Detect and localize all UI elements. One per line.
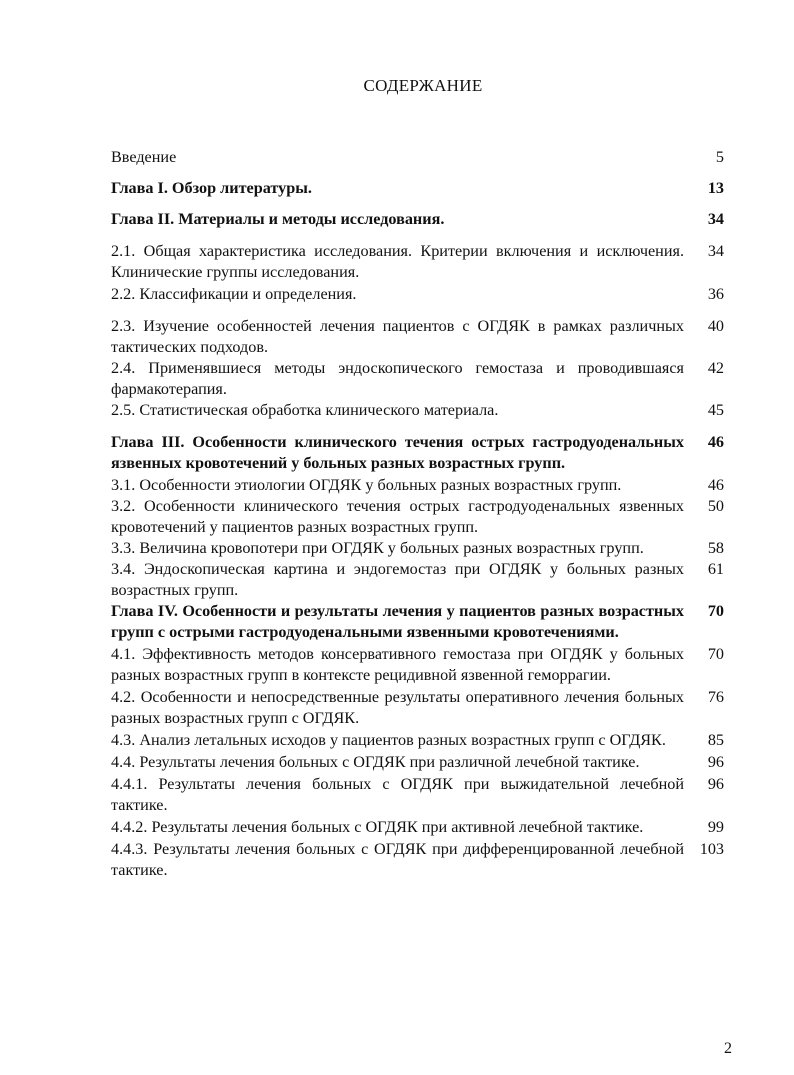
- toc-entry-text: 4.3. Анализ летальных исходов у пациентов разных возрастных групп с ОГДЯК.: [111, 731, 666, 749]
- toc-entry-page: 99: [707, 818, 724, 836]
- toc-entry-chapter-3: [111, 432, 724, 474]
- toc-entry-2-5: [111, 400, 724, 421]
- toc-entry-text: 3.3. Величина кровопотери при ОГДЯК у больных разных возрастных групп.: [111, 539, 644, 557]
- toc-entry-page: 70: [707, 645, 724, 663]
- toc-entry-text: Глава IV. Особенности и результаты лечения у пациентов разных возрастных групп с острыми гастродуоденальными язвенными кровотечениями.: [111, 602, 684, 641]
- toc-entry-text: 4.4.1. Результаты лечения больных с ОГДЯК при выжидательной лечебной тактике.: [111, 775, 684, 814]
- toc-entry-chapter-1: [111, 178, 724, 199]
- toc-entry-text: 4.1. Эффективность методов консервативного гемостаза при ОГДЯК у больных разных возрастных групп в контексте рецидивной язвенной геморрагии.: [111, 645, 684, 684]
- toc-entry-page: 36: [707, 285, 724, 303]
- toc-entry-text: Глава II. Материалы и методы исследования.: [111, 210, 445, 228]
- toc-entry-page: 45: [707, 401, 724, 419]
- page-title: СОДЕРЖАНИЕ: [363, 76, 483, 95]
- toc-entry-page: 5: [715, 148, 724, 166]
- toc-entry-page: 50: [707, 497, 724, 515]
- toc-entry-page: 46: [707, 433, 724, 451]
- toc-entry-page: 42: [707, 359, 724, 377]
- toc-entry-text: 4.4.2. Результаты лечения больных с ОГДЯК при активной лечебной тактике.: [111, 818, 644, 836]
- toc-entry-text: 2.1. Общая характеристика исследования. Критерии включения и исключения. Клинические группы исследования.: [111, 242, 684, 281]
- toc-entry-4-4-3: [111, 839, 724, 881]
- toc-entry-4-3: [111, 730, 724, 751]
- toc-entry-4-2: [111, 687, 724, 729]
- toc-entry-text: 4.2. Особенности и непосредственные результаты оперативного лечения больных разных возрастных групп с ОГДЯК.: [111, 688, 684, 727]
- toc-entry-4-1: [111, 644, 724, 686]
- toc-entry-2-4: [111, 358, 724, 400]
- toc-entry-4-4: [111, 752, 724, 773]
- toc-entry-page: 40: [707, 317, 724, 335]
- page-number: 2: [724, 1040, 732, 1057]
- toc-entry-3-3: [111, 538, 724, 559]
- toc-entry-4-4-2: [111, 817, 724, 838]
- toc-entry-3-1: [111, 475, 724, 496]
- toc-entry-text: 3.4. Эндоскопическая картина и эндогемостаз при ОГДЯК у больных разных возрастных групп.: [111, 560, 684, 599]
- toc-entry-introduction: [111, 147, 724, 168]
- toc-entry-2-3: [111, 316, 724, 358]
- toc-entry-page: 61: [707, 560, 724, 578]
- toc-entry-text: Глава I. Обзор литературы.: [111, 179, 312, 197]
- toc-entry-text: 2.4. Применявшиеся методы эндоскопического гемостаза и проводившаяся фармакотерапия.: [111, 359, 684, 398]
- table-of-contents: [111, 147, 724, 881]
- toc-entry-2-1: [111, 241, 724, 283]
- toc-entry-page: 58: [707, 539, 724, 557]
- toc-entry-text: 2.3. Изучение особенностей лечения пациентов с ОГДЯК в рамках различных тактических подходов.: [111, 317, 684, 356]
- toc-entry-text: 3.2. Особенности клинического течения острых гастродуоденальных язвенных кровотечений у пациентов разных возрастных групп.: [111, 497, 684, 536]
- toc-entry-text: 4.4. Результаты лечения больных с ОГДЯК при различной лечебной тактике.: [111, 753, 640, 771]
- toc-entry-text: 3.1. Особенности этиологии ОГДЯК у больных разных возрастных групп.: [111, 476, 622, 494]
- toc-entry-chapter-2: [111, 209, 724, 230]
- toc-entry-page: 34: [707, 242, 724, 260]
- toc-entry-page: 70: [707, 602, 724, 620]
- toc-entry-4-4-1: [111, 774, 724, 816]
- toc-entry-chapter-4: [111, 601, 724, 643]
- toc-entry-page: 13: [707, 179, 724, 197]
- toc-entry-text: Глава III. Особенности клинического течения острых гастродуоденальных язвенных кровотечений у больных разных возрастных групп.: [111, 433, 684, 472]
- toc-entry-3-4: [111, 559, 724, 601]
- toc-entry-text: Введение: [111, 148, 177, 166]
- toc-entry-page: 96: [707, 775, 724, 793]
- toc-entry-2-2: [111, 284, 724, 305]
- toc-entry-page: 46: [707, 476, 724, 494]
- toc-entry-page: 96: [707, 753, 724, 771]
- toc-entry-3-2: [111, 496, 724, 538]
- toc-entry-text: 2.5. Статистическая обработка клинического материала.: [111, 401, 499, 419]
- toc-entry-page: 103: [699, 840, 724, 858]
- toc-entry-text: 2.2. Классификации и определения.: [111, 285, 357, 303]
- toc-entry-page: 85: [707, 731, 724, 749]
- toc-entry-page: 76: [707, 688, 724, 706]
- toc-entry-page: 34: [707, 210, 724, 228]
- toc-entry-text: 4.4.3. Результаты лечения больных с ОГДЯК при дифференцированной лечебной тактике.: [111, 840, 684, 879]
